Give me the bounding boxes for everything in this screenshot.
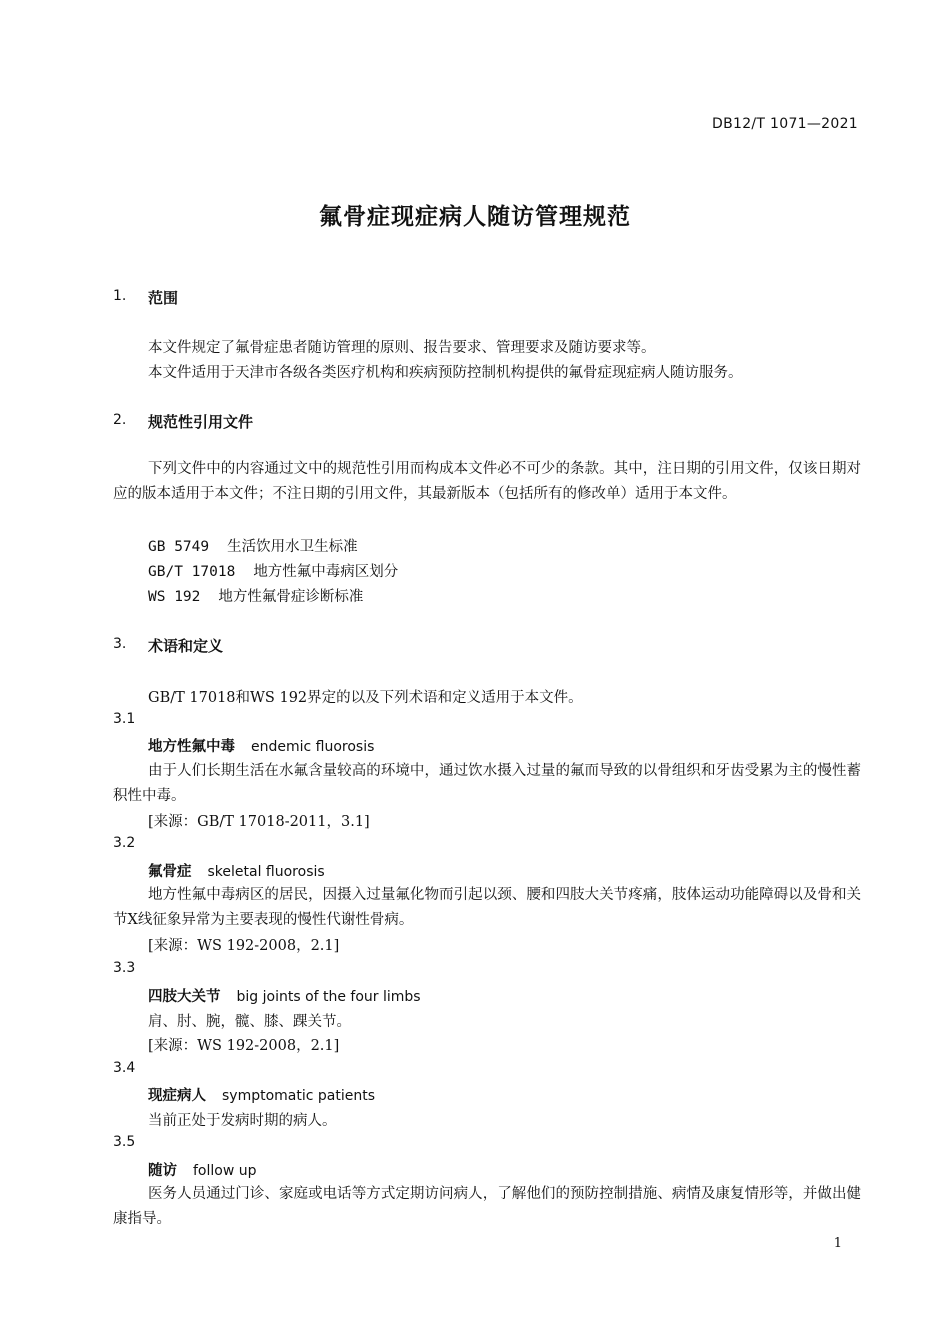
- term-number: 3.5: [113, 1134, 136, 1150]
- term-heading: 四肢大关节 big joints of the four limbs: [148, 989, 421, 1005]
- term-source: [来源：GB/T 17018-2011，3.1]: [148, 814, 370, 830]
- term-source: [来源：WS 192-2008，2.1]: [148, 938, 340, 954]
- document-title: 氟骨症现症病人随访管理规范: [319, 204, 631, 230]
- term-definition: 由于人们长期生活在水氟含量较高的环境中，通过饮水摄入过量的氟而导致的以骨组织和牙齿受累为主的慢性蓄积性中毒。: [113, 763, 861, 804]
- term-definition: 地方性氟中毒病区的居民，因摄入过量氟化物而引起以颈、腰和四肢大关节疼痛，肢体运动功能障碍以及骨和关节X线征象异常为主要表现的慢性代谢性骨病。: [113, 887, 861, 928]
- page-number: 1: [833, 1236, 842, 1251]
- section-2-title: 规范性引用文件: [148, 413, 254, 431]
- term-number: 3.2: [113, 835, 136, 851]
- section-3-title: 术语和定义: [148, 637, 224, 655]
- term-heading: 现症病人 symptomatic patients: [148, 1088, 376, 1104]
- term-number: 3.3: [113, 960, 136, 976]
- section-2-paragraph: 下列文件中的内容通过文中的规范性引用而构成本文件必不可少的条款。其中，注日期的引用文件，仅该日期对应的版本适用于本文件；不注日期的引用文件，其最新版本（包括所有的修改单）适用于本文件。: [113, 461, 861, 502]
- term-definition: 肩、肘、腕，髋、膝、踝关节。: [148, 1014, 351, 1030]
- section-1-paragraph-1: 本文件规定了氟骨症患者随访管理的原则、报告要求、管理要求及随访要求等。: [148, 340, 656, 356]
- section-1-paragraph-2: 本文件适用于天津市各级各类医疗机构和疾病预防控制机构提供的氟骨症现症病人随访服务。: [148, 365, 743, 381]
- term-source: [来源：WS 192-2008，2.1]: [148, 1038, 340, 1054]
- term-number: 3.1: [113, 711, 136, 727]
- term-definition: 医务人员通过门诊、家庭或电话等方式定期访问病人，了解他们的预防控制措施、病情及康复情形等，并做出健康指导。: [113, 1186, 861, 1227]
- document-id: DB12/T 1071—2021: [712, 116, 858, 132]
- section-3-number: 3.: [113, 636, 127, 652]
- section-1-number: 1.: [113, 288, 127, 304]
- term-definition: 当前正处于发病时期的病人。: [148, 1113, 337, 1129]
- reference-item: GB 5749 生活饮用水卫生标准: [148, 539, 358, 555]
- reference-item: GB/T 17018 地方性氟中毒病区划分: [148, 564, 399, 580]
- term-heading: 地方性氟中毒 endemic fluorosis: [148, 739, 375, 755]
- term-heading: 随访 follow up: [148, 1163, 257, 1179]
- section-3-intro: GB/T 17018和WS 192界定的以及下列术语和定义适用于本文件。: [148, 690, 583, 706]
- section-1-title: 范围: [148, 289, 179, 307]
- reference-item: WS 192 地方性氟骨症诊断标准: [148, 589, 364, 605]
- section-2-number: 2.: [113, 412, 127, 428]
- term-heading: 氟骨症 skeletal fluorosis: [148, 864, 325, 880]
- term-number: 3.4: [113, 1060, 136, 1076]
